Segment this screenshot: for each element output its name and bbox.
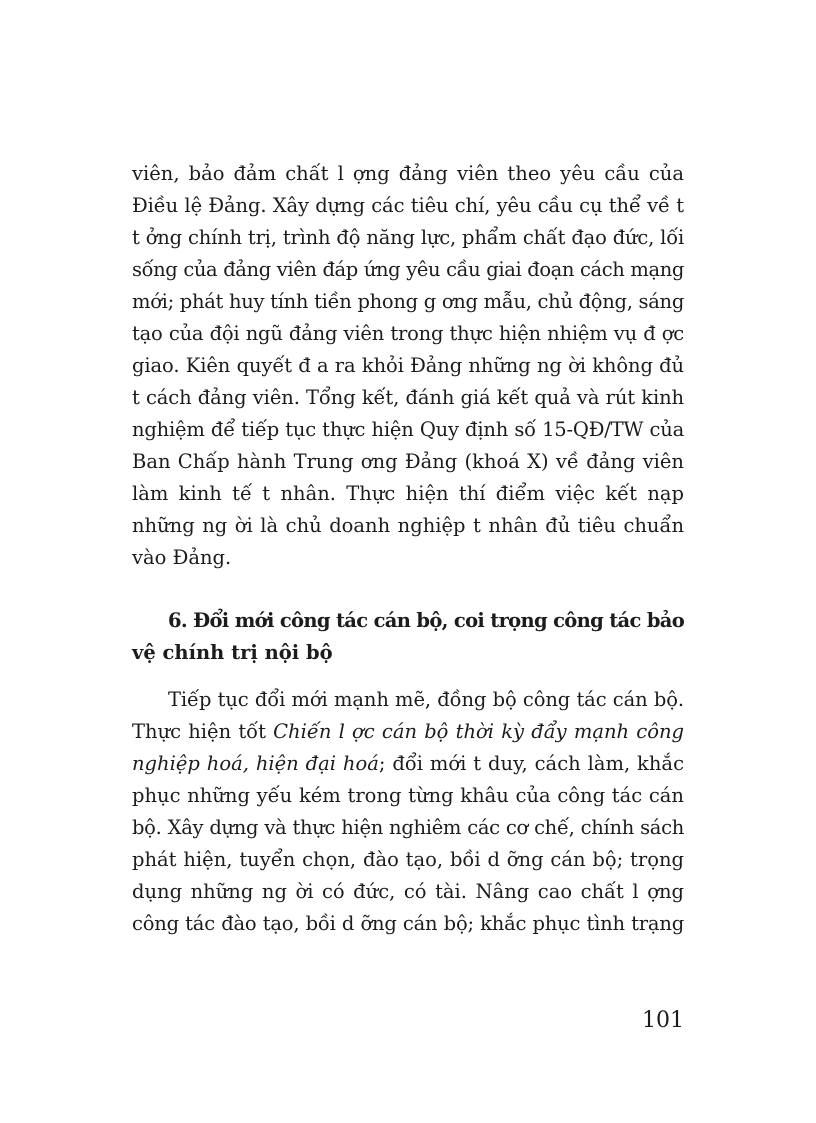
body-line: làm kinh tế t nhân. Thực hiện thí điểm việc kết nạp	[132, 482, 684, 505]
italic-text: nghiệp hoá, hiện đại hoá	[132, 752, 379, 775]
body-line: nghiệm để tiếp tục thực hiện Quy định số 15-QĐ/TW của	[132, 418, 684, 441]
body-line: Điều lệ Đảng. Xây dựng các tiêu chí, yêu cầu cụ thể về t	[132, 194, 684, 217]
body-line: công tác đào tạo, bồi d ỡng cán bộ; khắc phục tình trạng	[132, 912, 684, 935]
body-line: dụng những ng ời có đức, có tài. Nâng cao chất l ợng	[132, 880, 684, 903]
body-line: sống của đảng viên đáp ứng yêu cầu giai đoạn cách mạng	[132, 258, 684, 281]
body-line: giao. Kiên quyết đ a ra khỏi Đảng những ng ời không đủ	[132, 354, 684, 377]
body-line: Ban Chấp hành Trung ơng Đảng (khoá X) về đảng viên	[132, 450, 684, 473]
body-line: viên, bảo đảm chất l ợng đảng viên theo yêu cầu của	[132, 162, 684, 185]
body-line: vào Đảng.	[132, 546, 232, 569]
page-number: 101	[642, 1008, 684, 1033]
body-line: t cách đảng viên. Tổng kết, đánh giá kết quả và rút kinh	[132, 386, 684, 409]
body-line	[132, 720, 684, 744]
body-line: t ởng chính trị, trình độ năng lực, phẩm chất đạo đức, lối	[132, 226, 684, 249]
body-line: phát hiện, tuyển chọn, đào tạo, bồi d ỡng cán bộ; trọng	[132, 848, 684, 871]
body-line: phục những yếu kém trong từng khâu của công tác cán	[132, 784, 684, 807]
section-heading: vệ chính trị nội bộ	[132, 641, 333, 664]
body-text: ; đổi mới t duy, cách làm, khắc	[378, 752, 684, 775]
italic-text: Chiến l ợc cán bộ thời kỳ đẩy mạnh công	[273, 720, 685, 743]
body-line	[132, 752, 684, 776]
body-line: bộ. Xây dựng và thực hiện nghiêm các cơ chế, chính sách	[132, 816, 684, 839]
body-line: những ng ời là chủ doanh nghiệp t nhân đủ tiêu chuẩn	[132, 514, 684, 537]
section-heading: 6. Đổi mới công tác cán bộ, coi trọng công tác bảo	[168, 609, 684, 632]
body-line: mới; phát huy tính tiền phong g ơng mẫu, chủ động, sáng	[132, 290, 684, 313]
body-text: Thực hiện tốt	[132, 720, 274, 743]
body-line: Tiếp tục đổi mới mạnh mẽ, đồng bộ công tác cán bộ.	[168, 688, 684, 711]
body-line: tạo của đội ngũ đảng viên trong thực hiện nhiệm vụ đ ợc	[132, 322, 684, 345]
